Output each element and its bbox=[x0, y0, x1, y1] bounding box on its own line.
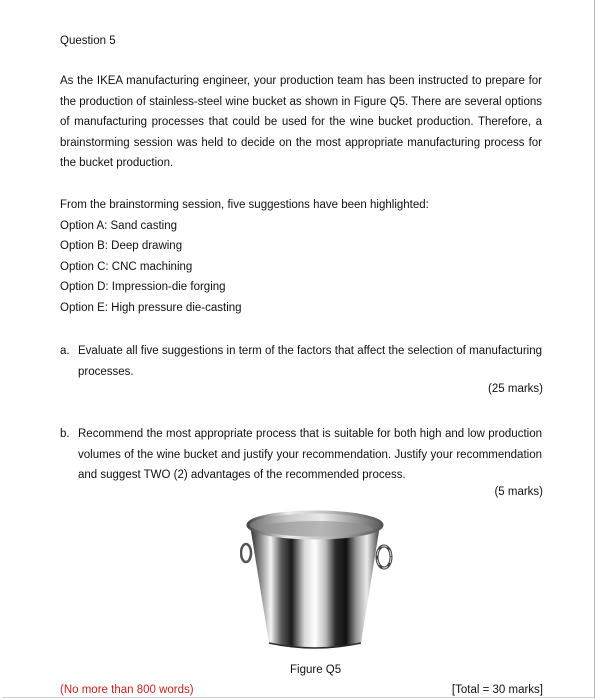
part-b bbox=[60, 424, 542, 486]
part-a-text: Evaluate all five suggestions in term of the factors that affect the selection of manufacturing processes. bbox=[78, 345, 542, 378]
wine-bucket-image bbox=[240, 505, 395, 655]
options-heading: From the brainstorming session, five suggestions have been highlighted: bbox=[60, 199, 429, 211]
figure-caption: Figure Q5 bbox=[290, 664, 342, 676]
intro-text: As the IKEA manufacturing engineer, your production team has been instructed to prepare for the production of stainless-steel wine bucket as shown in Figure Q5. There are several options of manufacturing processes that could be used for the wine bucket production. Therefore, a brainstorming session was held to decide on the most appropriate manufacturing process for the bucket production. bbox=[60, 75, 542, 169]
part-a-marks: (25 marks) bbox=[488, 383, 543, 395]
option-a: Option A: Sand casting bbox=[60, 219, 177, 232]
option-c: Option C: CNC machining bbox=[60, 260, 193, 273]
question-title: Question 5 bbox=[60, 35, 116, 47]
word-limit: (No more than 800 words) bbox=[60, 684, 194, 696]
part-b-text: Recommend the most appropriate process that is suitable for both high and low production volumes of the wine bucket and justify your recommendation. Justify your recommendation and suggest TWO (2) advantages of the recommended process. bbox=[78, 428, 542, 481]
part-b-letter: b. bbox=[60, 428, 70, 440]
intro-paragraph bbox=[60, 71, 542, 174]
part-a bbox=[60, 341, 542, 382]
option-b: Option B: Deep drawing bbox=[60, 240, 183, 252]
option-d: Option D: Impression-die forging bbox=[60, 281, 226, 293]
part-b-marks: (5 marks) bbox=[494, 486, 543, 498]
options-block bbox=[60, 195, 542, 318]
option-e: Option E: High pressure die-casting bbox=[60, 301, 242, 314]
total-marks: [Total = 30 marks] bbox=[451, 684, 543, 696]
part-a-letter: a. bbox=[60, 345, 70, 357]
